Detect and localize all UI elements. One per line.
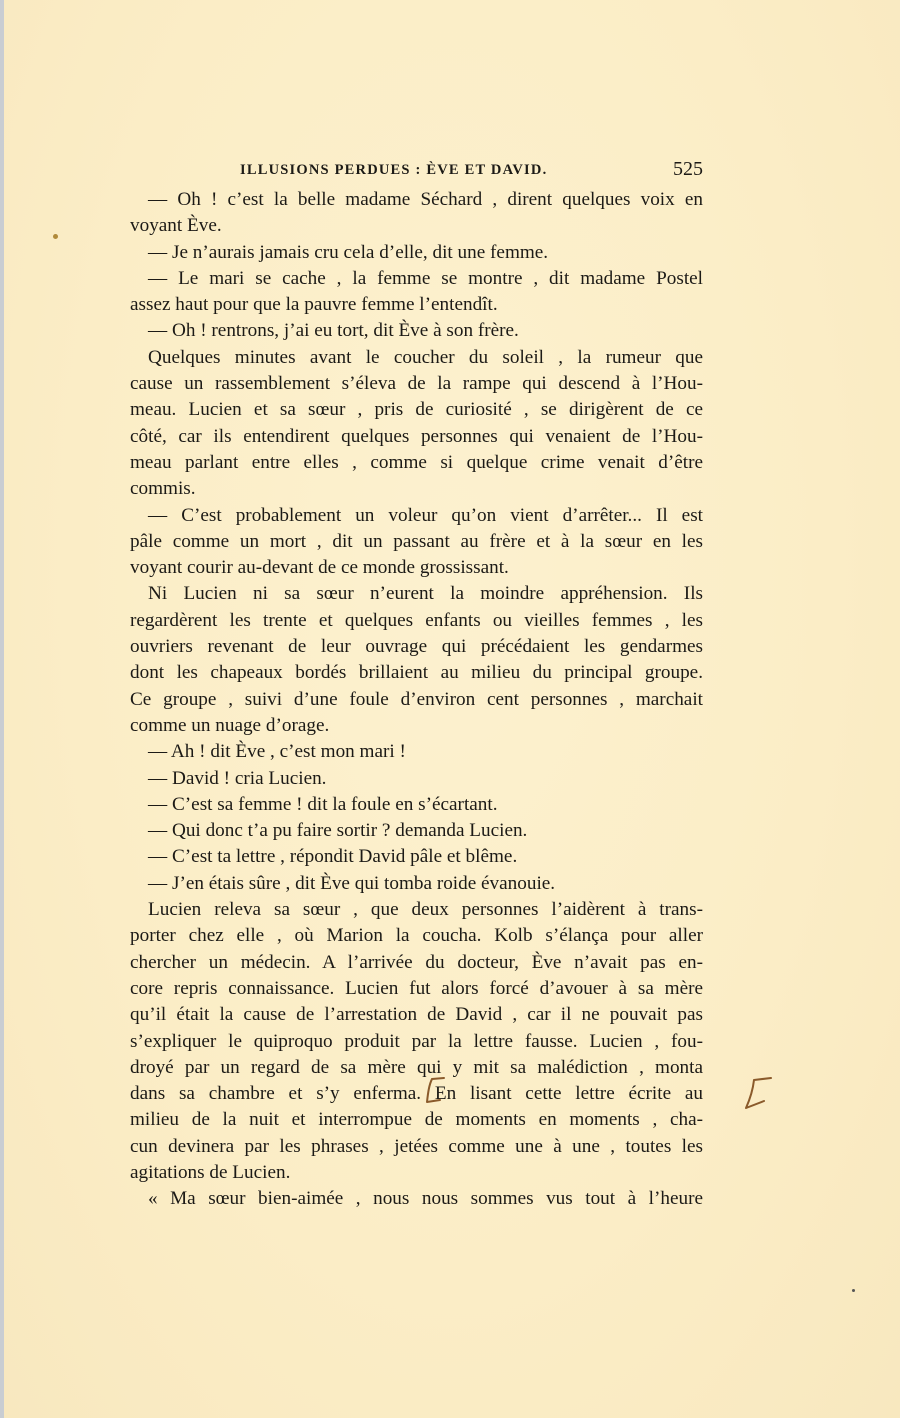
text-line: Ce groupe , suivi d’une foule d’environ cent personnes , marchait	[130, 688, 703, 710]
body-text	[130, 187, 703, 1213]
text-line: — C’est sa femme ! dit la foule en s’écartant.	[148, 793, 498, 815]
text-line: meau parlant entre elles , comme si quelque crime venait d’être	[130, 451, 703, 473]
text-line: — David ! cria Lucien.	[148, 767, 327, 789]
text-line: dans sa chambre et s’y enferma. En lisant cette lettre écrite au	[130, 1083, 703, 1105]
text-line: Lucien releva sa sœur , que deux personnes l’aidèrent à trans-	[148, 899, 703, 921]
bracket-mark-icon	[418, 1075, 450, 1105]
text-line: — Qui donc t’a pu faire sortir ? demanda Lucien.	[148, 820, 528, 842]
text-line: voyant Ève.	[130, 215, 222, 237]
text-line: Quelques minutes avant le coucher du soleil , la rumeur que	[148, 346, 703, 368]
text-line: Ni Lucien ni sa sœur n’eurent la moindre appréhension. Ils	[148, 583, 703, 605]
text-line: côté, car ils entendirent quelques personnes qui venaient de l’Hou-	[130, 425, 703, 447]
text-line: commis.	[130, 478, 196, 500]
text-line: — Oh ! rentrons, j’ai eu tort, dit Ève à son frère.	[148, 320, 519, 342]
text-line: regardèrent les trente et quelques enfants ou vieilles femmes , les	[130, 609, 703, 631]
text-line: ouvriers revenant de leur ouvrage qui précédaient les gendarmes	[130, 636, 703, 658]
running-title: ILLUSIONS PERDUES : ÈVE ET DAVID.	[240, 162, 548, 178]
text-line: — J’en étais sûre , dit Ève qui tomba roide évanouie.	[148, 872, 556, 894]
margin-bracket-icon	[744, 1075, 774, 1113]
text-line: assez haut pour que la pauvre femme l’entendît.	[130, 294, 498, 316]
text-line: porter chez elle , où Marion la coucha. Kolb s’élança pour aller	[130, 925, 703, 947]
text-line: « Ma sœur bien-aimée , nous nous sommes vus tout à l’heure	[148, 1188, 703, 1210]
text-line: milieu de la nuit et interrompue de moments en moments , cha-	[130, 1109, 703, 1131]
text-line: core repris connaissance. Lucien fut alors forcé d’avouer à sa mère	[130, 977, 703, 999]
text-line: qu’il était la cause de l’arrestation de David , car il ne pouvait pas	[130, 1004, 703, 1026]
text-line: — Oh ! c’est la belle madame Séchard , dirent quelques voix en	[148, 189, 703, 210]
paper-speck	[852, 1289, 855, 1292]
text-line: cause un rassemblement s’éleva de la rampe qui descend à l’Hou-	[130, 373, 703, 395]
text-line: — Le mari se cache , la femme se montre , dit madame Postel	[148, 267, 703, 289]
text-line: dont les chapeaux bordés brillaient au milieu du principal groupe.	[130, 662, 703, 684]
text-line: droyé par un regard de sa mère qui y mit sa malédiction , monta	[130, 1056, 703, 1078]
text-line: agitations de Lucien.	[130, 1161, 291, 1183]
text-line: — C’est probablement un voleur qu’on vient d’arrêter... Il est	[148, 504, 703, 526]
paper-speck	[53, 234, 58, 239]
text-line: voyant courir au-devant de ce monde grossissant.	[130, 557, 509, 579]
text-line: comme un nuage d’orage.	[130, 714, 330, 736]
running-head	[130, 158, 703, 182]
text-line: meau. Lucien et sa sœur , pris de curiosité , se dirigèrent de ce	[130, 399, 703, 421]
text-line: — Je n’aurais jamais cru cela d’elle, dit une femme.	[148, 241, 549, 263]
text-line: — C’est ta lettre , répondit David pâle et blême.	[148, 846, 518, 868]
text-line: pâle comme un mort , dit un passant au frère et à la sœur en les	[130, 530, 703, 552]
text-line: cun devinera par les phrases , jetées comme une à une , toutes les	[130, 1135, 703, 1157]
page-number: 525	[673, 158, 703, 180]
text-line: chercher un médecin. A l’arrivée du docteur, Ève n’avait pas en-	[130, 951, 703, 973]
text-line: — Ah ! dit Ève , c’est mon mari !	[148, 741, 406, 763]
text-line: s’expliquer le quiproquo produit par la lettre fausse. Lucien , fou-	[130, 1030, 703, 1052]
